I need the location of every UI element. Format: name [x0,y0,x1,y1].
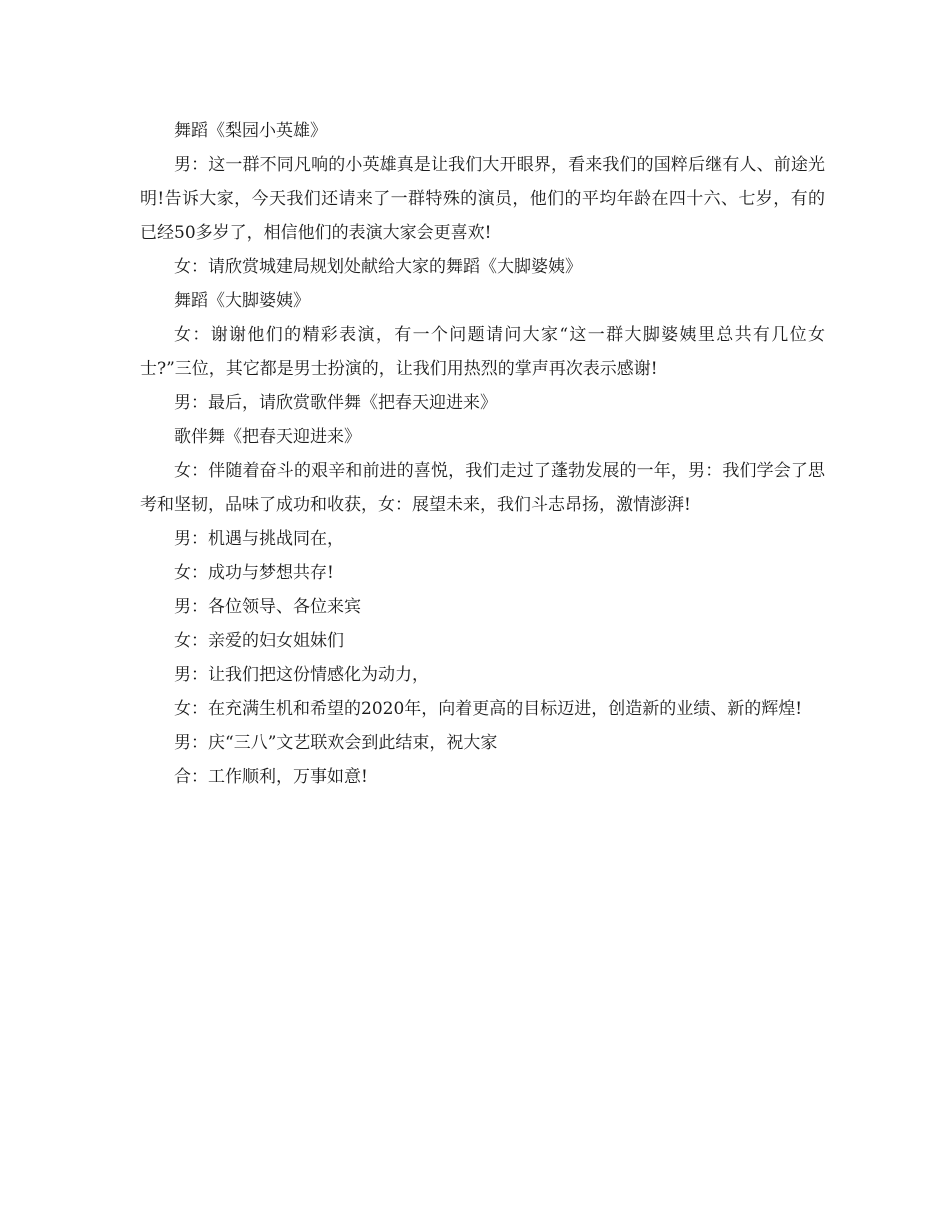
paragraph-female-line-2: 女：谢谢他们的精彩表演，有一个问题请问大家“这一群大脚婆姨里总共有几位女士?”三位，其它都是男士扮演的，让我们用热烈的掌声再次表示感谢! [140,325,825,379]
paragraph-male-line-6: 男：庆“三八”文艺联欢会到此结束，祝大家 [174,733,498,753]
paragraph-male-line-4: 男：各位领导、各位来宾 [174,597,361,617]
paragraph-male-line-2: 男：最后，请欣赏歌伴舞《把春天迎进来》 [174,393,497,413]
paragraph-female-line-3: 女：伴随着奋斗的艰辛和前进的喜悦，我们走过了蓬勃发展的一年，男：我们学会了思考和坚韧，品味了成功和收获，女：展望未来，我们斗志昂扬，激情澎湃! [140,461,825,515]
paragraph-dance-title-2: 舞蹈《大脚婆姨》 [174,291,310,311]
paragraph-dance-title-1: 舞蹈《梨园小英雄》 [174,121,327,141]
paragraph-male-line-5: 男：让我们把这份情感化为动力， [174,665,429,685]
paragraph-female-line-6: 女：在充满生机和希望的2020年，向着更高的目标迈进，创造新的业绩、新的辉煌! [174,699,803,719]
paragraph-male-line-1: 男：这一群不同凡响的小英雄真是让我们大开眼界，看来我们的国粹后继有人、前途光明!告诉大家，今天我们还请来了一群特殊的演员，他们的平均年龄在四十六、七岁，有的已经50多岁了，相信他们的表演大家会更喜欢! [140,155,825,243]
paragraph-female-line-1: 女：请欣赏城建局规划处献给大家的舞蹈《大脚婆姨》 [174,257,582,277]
document-body [140,114,825,794]
paragraph-female-line-5: 女：亲爱的妇女姐妹们 [174,631,344,651]
paragraph-male-line-3: 男：机遇与挑战同在， [174,529,344,549]
paragraph-female-line-4: 女：成功与梦想共存! [174,563,334,583]
paragraph-together-line: 合：工作顺利，万事如意! [174,767,368,787]
paragraph-song-dance-title: 歌伴舞《把春天迎进来》 [174,427,361,447]
